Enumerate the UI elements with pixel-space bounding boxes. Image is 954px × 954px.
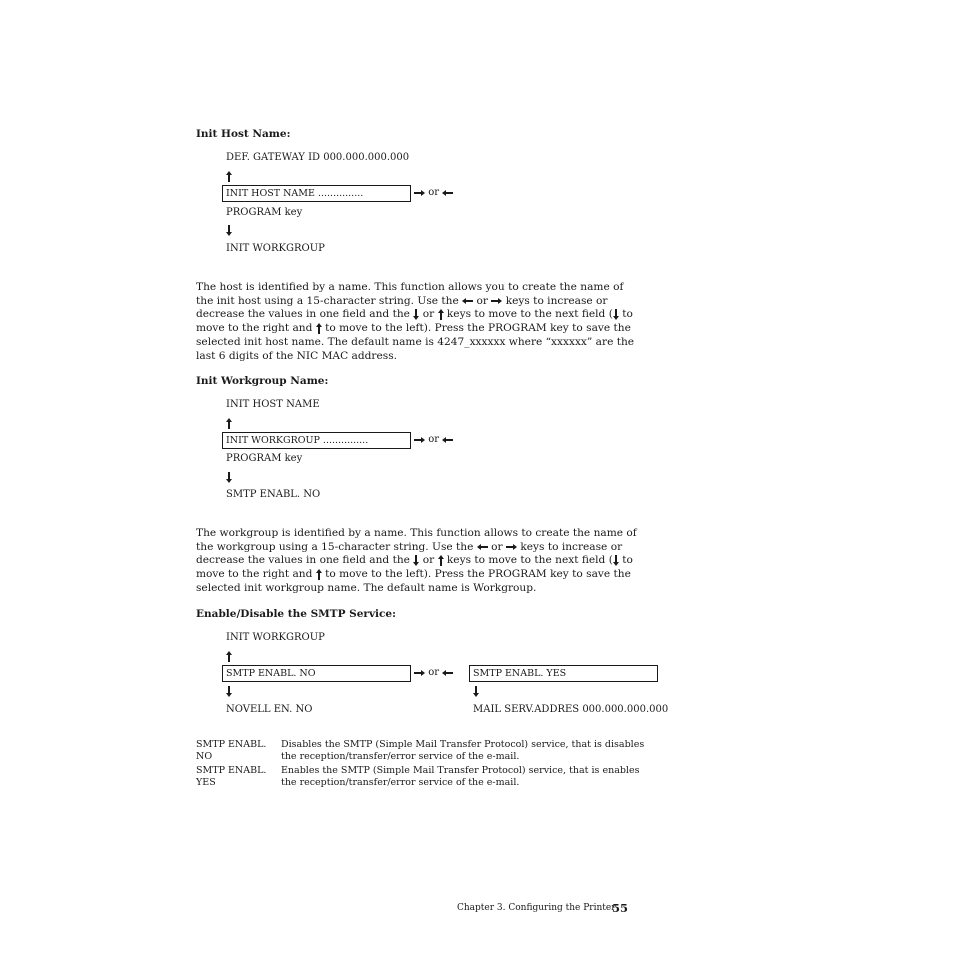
- definition-term: SMTP ENABL. NO: [196, 739, 267, 762]
- arrow-up-icon: [226, 418, 232, 429]
- program-key-label: PROGRAM key: [226, 207, 303, 218]
- or-label: or: [428, 187, 439, 198]
- menu-item-box: INIT HOST NAME ...............: [222, 185, 411, 202]
- prev-menu-item: INIT HOST NAME: [226, 399, 320, 410]
- arrow-down-icon: [413, 555, 419, 566]
- arrow-key-hint: [414, 434, 453, 445]
- program-key-label: PROGRAM key: [226, 453, 303, 464]
- arrow-up-icon: [438, 309, 444, 320]
- arrow-left-icon: [477, 544, 488, 550]
- arrow-down-icon: [473, 686, 479, 697]
- menu-item-box-smtp-no: SMTP ENABL. NO: [222, 665, 411, 682]
- paragraph-line: the init host using a 15-character string. Use the or keys to increase or: [196, 294, 608, 307]
- arrow-left-icon: [462, 298, 473, 304]
- or-label: or: [428, 667, 439, 678]
- definition-term: SMTP ENABL. YES: [196, 765, 267, 788]
- definition-description: Enables the SMTP (Simple Mail Transfer Protocol) service, that is enables the reception/transfer/error service of the e-mail.: [281, 765, 640, 788]
- arrow-key-hint: [414, 187, 453, 198]
- paragraph-line: last 6 digits of the NIC MAC address.: [196, 349, 398, 362]
- arrow-left-icon: [442, 437, 453, 443]
- next-menu-item: INIT WORKGROUP: [226, 243, 325, 254]
- paragraph-line: The workgroup is identified by a name. This function allows to create the name of: [196, 527, 637, 539]
- paragraph-line: the workgroup using a 15-character string. Use the or keys to increase or: [196, 540, 623, 553]
- next-menu-item: SMTP ENABL. NO: [226, 489, 321, 500]
- paragraph-host: [196, 281, 634, 363]
- next-menu-item-left: NOVELL EN. NO: [226, 704, 313, 715]
- arrow-down-icon: [413, 309, 419, 320]
- footer-chapter: Chapter 3. Configuring the Printer: [457, 903, 616, 913]
- paragraph-line: decrease the values in one field and the or keys to move to the next field ( to: [196, 554, 633, 567]
- arrow-right-icon: [414, 670, 425, 676]
- arrow-down-icon: [613, 555, 619, 566]
- arrow-up-icon: [316, 323, 322, 334]
- arrow-up-icon: [226, 651, 232, 662]
- arrow-right-icon: [414, 190, 425, 196]
- arrow-right-icon: [491, 298, 502, 304]
- arrow-down-icon: [226, 225, 232, 236]
- paragraph-line: move to the right and to move to the left). Press the PROGRAM key to save the: [196, 322, 631, 335]
- prev-menu-item: INIT WORKGROUP: [226, 632, 325, 643]
- paragraph-workgroup: [196, 527, 637, 596]
- arrow-right-icon: [506, 544, 517, 550]
- paragraph-line: decrease the values in one field and the or keys to move to the next field ( to: [196, 308, 633, 321]
- menu-item-box-smtp-yes: SMTP ENABL. YES: [469, 665, 658, 682]
- arrow-right-icon: [414, 437, 425, 443]
- arrow-up-icon: [226, 171, 232, 182]
- arrow-down-icon: [613, 309, 619, 320]
- arrow-up-icon: [438, 555, 444, 566]
- or-label: or: [428, 434, 439, 445]
- prev-menu-item: DEF. GATEWAY ID 000.000.000.000: [226, 152, 410, 163]
- section-heading-smtp: Enable/Disable the SMTP Service:: [196, 608, 396, 620]
- section-heading-init-host-name: Init Host Name:: [196, 128, 291, 140]
- paragraph-line: The host is identified by a name. This function allows you to create the name of: [196, 281, 624, 293]
- paragraph-line: selected init host name. The default name is 4247_xxxxxx where “xxxxxx” are the: [196, 335, 635, 348]
- section-heading-init-workgroup-name: Init Workgroup Name:: [196, 375, 329, 387]
- paragraph-line: selected init workgroup name. The default name is Workgroup.: [196, 581, 537, 594]
- arrow-down-icon: [226, 686, 232, 697]
- arrow-left-icon: [442, 670, 453, 676]
- next-menu-item-right: MAIL SERV.ADDRES 000.000.000.000: [473, 704, 669, 715]
- definition-description: Disables the SMTP (Simple Mail Transfer Protocol) service, that is disables the reception/transfer/error service of the e-mail.: [281, 739, 645, 762]
- paragraph-line: move to the right and to move to the left). Press the PROGRAM key to save the: [196, 568, 631, 581]
- arrow-left-icon: [442, 190, 453, 196]
- menu-item-box: INIT WORKGROUP ...............: [222, 432, 411, 449]
- arrow-key-hint: [414, 667, 453, 678]
- arrow-up-icon: [316, 569, 322, 580]
- page-number: 55: [612, 901, 629, 915]
- arrow-down-icon: [226, 472, 232, 483]
